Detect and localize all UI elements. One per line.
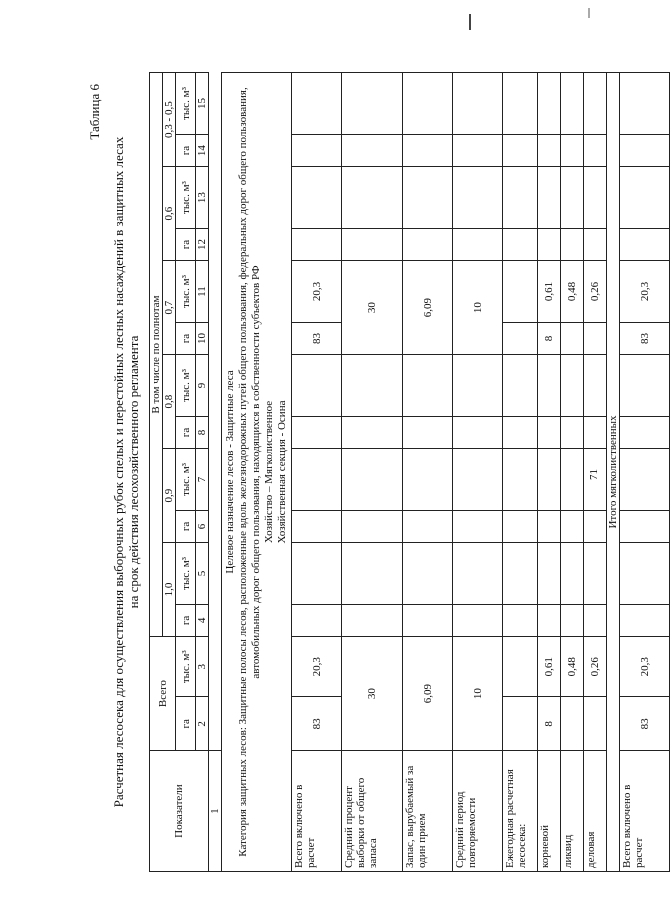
title-line-2: на срок действия лесохозяйственного регламента	[126, 335, 141, 609]
page-number: 71	[588, 469, 600, 480]
header-ha: га	[176, 416, 196, 448]
table-number: Таблица 6	[87, 84, 102, 140]
header-by-density: В том числе по полнотам	[150, 73, 163, 637]
header-ha: га	[176, 604, 196, 636]
header-ha: га	[176, 697, 196, 751]
header-ha: га	[176, 510, 196, 542]
header-density-0-3-0-5: 0,3 - 0,5	[163, 73, 176, 167]
header-m3: тыс. м³	[176, 73, 196, 135]
scan-mark-right	[588, 8, 590, 18]
business-m3: 0,26	[584, 637, 607, 697]
root-m3: 0,61	[538, 637, 561, 697]
header-m3: тыс. м³	[176, 543, 196, 605]
row-label-avg-period: Средний период повторяемости	[453, 751, 503, 872]
scan-mark-left	[469, 14, 471, 30]
root-m3-07: 0,61	[538, 261, 561, 323]
category-caption: Категория защитных лесов: Защитные полосы лесов, расположенные вдоль железнодорожных путей общего пользования, федеральных дорог общего пользования, автомобильных дорог общего пользования, находящихся в собственности субъектов РФ	[237, 87, 262, 857]
column-number: 7	[196, 449, 209, 511]
header-m3: тыс. м³	[176, 355, 196, 417]
subtotal-caption: Итого мягколиственных	[607, 73, 620, 872]
header-m3: тыс. м³	[176, 167, 196, 229]
row-label-subtotal: Всего включено в расчет	[620, 751, 670, 872]
column-number: 8	[196, 416, 209, 448]
column-number: 9	[196, 355, 209, 417]
row-label-stock-per-cut: Запас, вырубаемый за один прием	[403, 751, 453, 872]
section-block	[222, 73, 292, 872]
column-number: 10	[196, 322, 209, 354]
column-number: 13	[196, 167, 209, 229]
header-m3: тыс. м³	[176, 637, 196, 697]
avg-period-07: 10	[453, 261, 503, 355]
header-indicators: Показатели	[150, 751, 209, 872]
header-m3: тыс. м³	[176, 261, 196, 323]
row-label-total-included: Всего включено в расчет	[292, 751, 342, 872]
header-density-0-6: 0,6	[163, 167, 176, 261]
stock-per-cut-total: 6,09	[403, 637, 453, 751]
purpose-caption: Целевое назначение лесов - Защитные леса	[224, 370, 236, 574]
header-density-0-9: 0,9	[163, 449, 176, 543]
header-m3: тыс. м³	[176, 449, 196, 511]
column-number: 11	[196, 261, 209, 323]
liquid-m3: 0,48	[561, 637, 584, 697]
stock-per-cut-07: 6,09	[403, 261, 453, 355]
total-m3: 20,3	[292, 637, 342, 697]
column-number: 3	[196, 637, 209, 697]
avg-percent-total: 30	[342, 637, 403, 751]
header-ha: га	[176, 228, 196, 260]
header-total: Всего	[150, 637, 176, 751]
subtotal-ha: 83	[620, 697, 670, 751]
column-number: 1	[209, 751, 222, 872]
column-number: 5	[196, 543, 209, 605]
business-m3-07: 0,26	[584, 261, 607, 323]
header-density-0-7: 0,7	[163, 261, 176, 355]
document-title	[111, 72, 141, 872]
column-number: 12	[196, 228, 209, 260]
row-label-annual-cut: Ежегодная расчетная лесосека:	[503, 751, 538, 872]
liquid-m3-07: 0,48	[561, 261, 584, 323]
row-label-business: деловая	[584, 751, 607, 872]
subtotal-ha-07: 83	[620, 322, 670, 354]
subtotal-m3-07: 20,3	[620, 261, 670, 323]
subtotal-m3: 20,3	[620, 637, 670, 697]
header-density-1-0: 1,0	[163, 543, 176, 637]
density-07-ha: 83	[292, 322, 342, 354]
header-density-0-8: 0,8	[163, 355, 176, 449]
header-ha: га	[176, 322, 196, 354]
header-ha: га	[176, 134, 196, 166]
row-label-avg-percent: Средний процент выборки от общего запаса	[342, 751, 403, 872]
column-number: 6	[196, 510, 209, 542]
avg-period-total: 10	[453, 637, 503, 751]
density-07-m3: 20,3	[292, 261, 342, 323]
column-number: 14	[196, 134, 209, 166]
column-number: 4	[196, 604, 209, 636]
column-number: 15	[196, 73, 209, 135]
column-number: 2	[196, 697, 209, 751]
row-label-liquid: ликвид	[561, 751, 584, 872]
section-caption: Хозяйственная секция - Осина	[276, 400, 288, 544]
root-ha-07: 8	[538, 322, 561, 354]
avg-percent-07: 30	[342, 261, 403, 355]
row-label-root: корневой	[538, 751, 561, 872]
root-ha: 8	[538, 697, 561, 751]
rotated-page-content	[87, 72, 670, 872]
total-ha: 83	[292, 697, 342, 751]
farm-caption: Хозяйство – Мягколиственное	[263, 400, 275, 544]
title-line-1: Расчетная лесосека для осуществления выборочных рубок спелых и перестойных лесных насаждений в защитных лесах	[111, 136, 126, 808]
